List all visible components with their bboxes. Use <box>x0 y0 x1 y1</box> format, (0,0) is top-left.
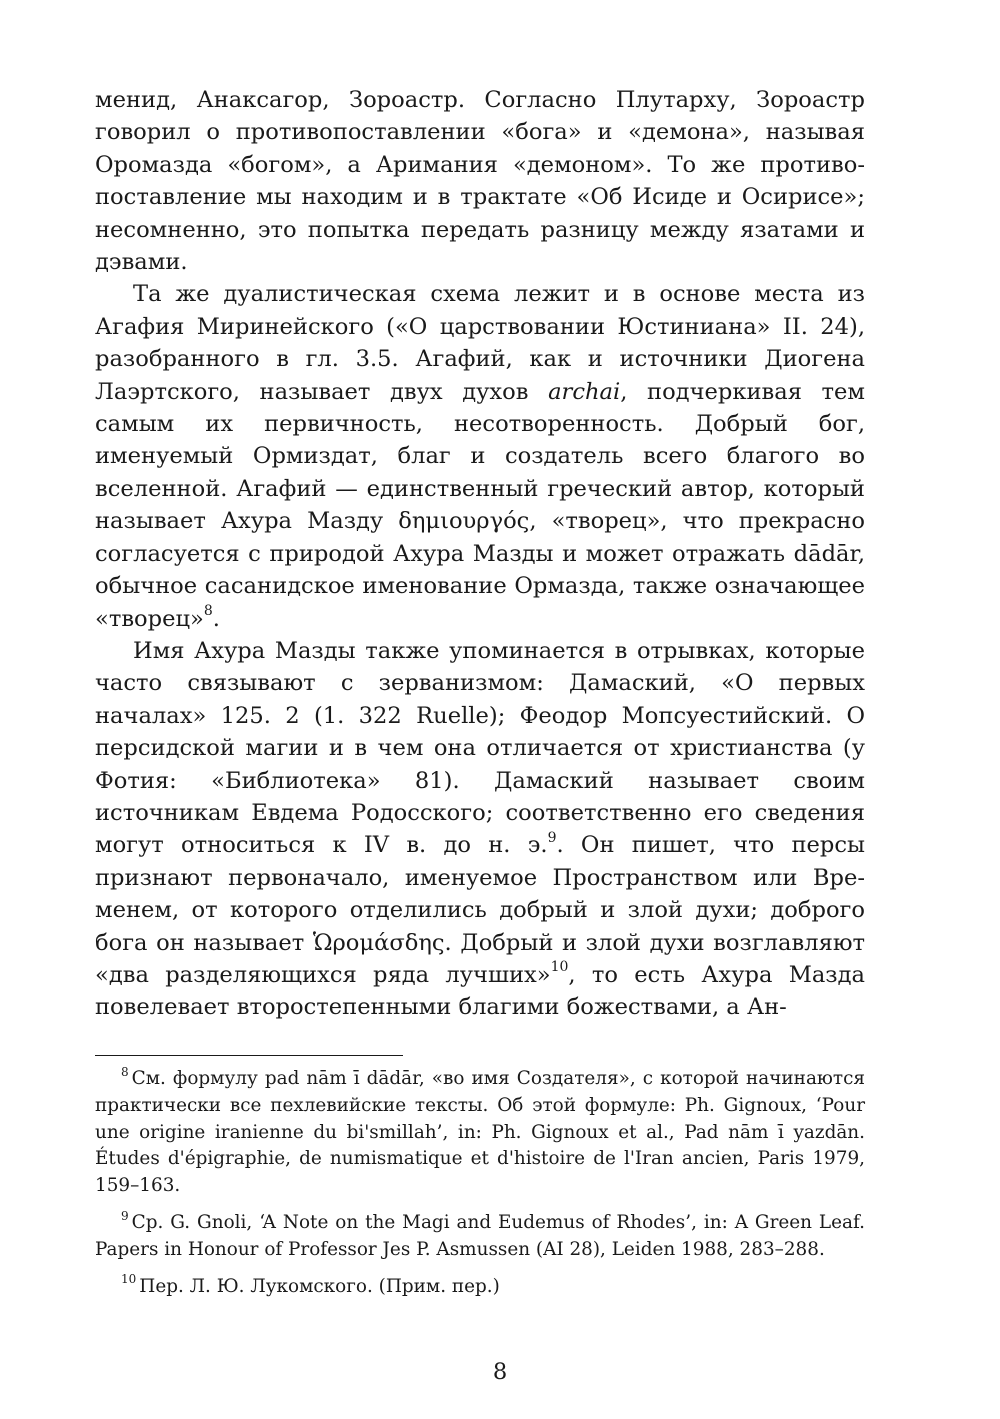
footnote-number: 8 <box>121 1064 129 1079</box>
paragraph-2-text-a: Та же дуалистическая схема лежит и в основе места из Агафия Миринейского («О царствовании Юстиниана» II. 24), разобранного в гл. 3.5. Агафий, как и источники Диогена Лаэртского, называет двух духов <box>95 281 865 405</box>
footnotes <box>95 1066 865 1310</box>
footnote-10 <box>95 1274 865 1301</box>
footnote-number: 9 <box>121 1208 129 1223</box>
footnote-ref-10[interactable]: 10 <box>550 959 569 976</box>
paragraph-3-text-c: , то есть Ахура Мазда повелевает второстепенными благими божествами, а Ан- <box>95 961 866 1021</box>
footnote-number: 10 <box>121 1272 137 1287</box>
footnote-ref-9[interactable]: 9 <box>547 829 557 846</box>
footnote-ref-8[interactable]: 8 <box>203 602 213 619</box>
paragraph-2 <box>95 278 865 634</box>
paragraph-2-text-b: , подчеркивая тем самым их первичность, несотворенность. Добрый бог, именуемый Ормиздат, благ и создатель всего благого во вселенной. Агафий — единственный греческий автор, который называет Ахура Мазду δημιουργός, «творец», что прекрасно согласуется с природой Ахура Мазды и может отражать dādār, обычное сасанидское именование Ормазда, также означающее «творец» <box>95 378 865 632</box>
paragraph-3-text-a: Имя Ахура Мазды также упоминается в отрывках, которые часто связывают с зерванизмом: Дамаский, «О первых началах» 125. 2 (1. 322 Ruelle); Феодор Мопсуестийский. О персидской магии и в чем она отличается от христианства (у Фотия: «Библиотека» 81). Дамаский называет своим источникам Евдема Родосского; соответственно его сведения могут относиться к IV в. до н. э. <box>95 637 865 859</box>
paragraph-1 <box>95 84 865 278</box>
paragraph-1-text: менид, Анаксагор, Зороастр. Согласно Плутарху, Зороастр говорил о противопоставлении «бога» и «демона», называя Оромазда «богом», а Аримания «демоном». То же противопоставление мы находим и в трактате «Об Исиде и Осирисе»; несомненно, это попытка передать разницу между язатами и дэвами. <box>95 87 865 276</box>
paragraph-2-text-c: . <box>212 605 220 632</box>
paragraph-3 <box>95 635 865 1024</box>
footnote-text: См. формулу pad nām ī dādār, «во имя Создателя», с которой начинаются практически все пехлевийские тексты. Об этой формуле: Ph. Gignoux, ‘Pour une origine iranienne du bi'smillah’, in: Ph. Gignoux et al., Pad nām ī yazdān. Études d'épigraphie, de numismatique et d'histoire de l'Iran ancien, Paris 1979, 159–163. <box>95 1068 865 1197</box>
term-archai: archai <box>548 378 621 405</box>
footnote-text: Cp. G. Gnoli, ‘A Note on the Magi and Eudemus of Rhodes’, in: A Green Leaf. Papers in Honour of Professor Jes P. Asmussen (AI 28), Leiden 1988, 283–288. <box>95 1211 865 1260</box>
main-text <box>95 84 865 1024</box>
footnote-8 <box>95 1066 865 1200</box>
footnote-divider <box>95 1055 403 1056</box>
paragraph-3-text-b: . Он пишет, что персы признают первоначало, именуемое Пространством или Временем, от которого отделились добрый и злой духи; доброго бога он называет Ὡρομάσδης. Добрый и злой духи возглавляют «два разделяющихся ряда лучших» <box>95 832 865 988</box>
footnote-9 <box>95 1210 865 1264</box>
footnote-text: Пер. Л. Ю. Лукомского. (Прим. пер.) <box>139 1275 500 1297</box>
page-number: 8 <box>492 1359 508 1385</box>
